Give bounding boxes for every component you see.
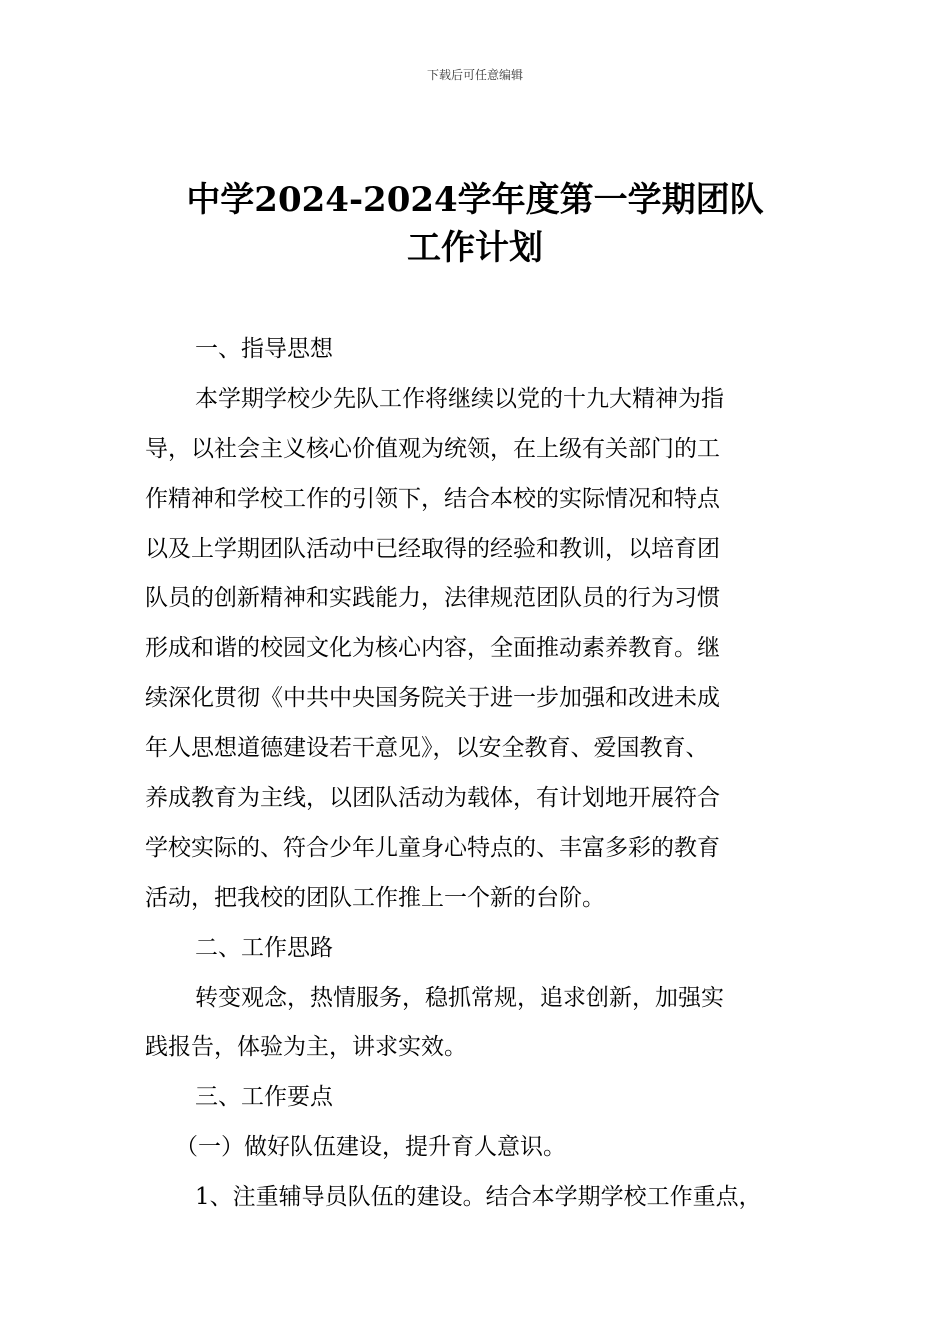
title-line-1: 中学2024-2024学年度第一学期团队 — [186, 180, 764, 220]
paragraph-line: 活动，把我校的团队工作推上一个新的台阶。 — [145, 884, 605, 911]
paragraph-line: 转变观念，热情服务，稳抓常规，追求创新，加强实 — [195, 984, 724, 1011]
paragraph-line: 学校实际的、符合少年儿童身心特点的、丰富多彩的教育 — [145, 834, 720, 861]
document-title — [0, 176, 950, 272]
section-heading: 三、工作要点 — [195, 1084, 333, 1111]
section-heading: 二、工作思路 — [195, 934, 333, 961]
paragraph-line: 导，以社会主义核心价值观为统领，在上级有关部门的工 — [145, 435, 720, 462]
paragraph-line: 以及上学期团队活动中已经取得的经验和教训，以培育团 — [145, 535, 720, 562]
paragraph-line: 队员的创新精神和实践能力，法律规范团队员的行为习惯 — [145, 585, 720, 612]
header-note: 下载后可任意编辑 — [426, 68, 523, 82]
subsection-heading: （一）做好队伍建设，提升育人意识。 — [175, 1134, 566, 1161]
paragraph-line: 形成和谐的校园文化为核心内容，全面推动素养教育。继 — [145, 635, 720, 662]
paragraph-line: 1、注重辅导员队伍的建设。结合本学期学校工作重点， — [195, 1184, 762, 1211]
document-body — [145, 325, 813, 1223]
section-heading: 一、指导思想 — [195, 336, 333, 362]
paragraph-line: 践报告，体验为主，讲求实效。 — [145, 1034, 467, 1061]
paragraph-line: 续深化贯彻《中共中央国务院关于进一步加强和改进未成 — [145, 685, 720, 712]
paragraph-line: 年人思想道德建设若干意见》，以安全教育、爱国教育、 — [145, 735, 709, 762]
paragraph-line: 本学期学校少先队工作将继续以党的十九大精神为指 — [195, 385, 724, 412]
paragraph-line: 作精神和学校工作的引领下，结合本校的实际情况和特点 — [145, 485, 720, 512]
title-line-2: 工作计划 — [407, 228, 543, 268]
paragraph-line: 养成教育为主线，以团队活动为载体，有计划地开展符合 — [145, 785, 720, 812]
